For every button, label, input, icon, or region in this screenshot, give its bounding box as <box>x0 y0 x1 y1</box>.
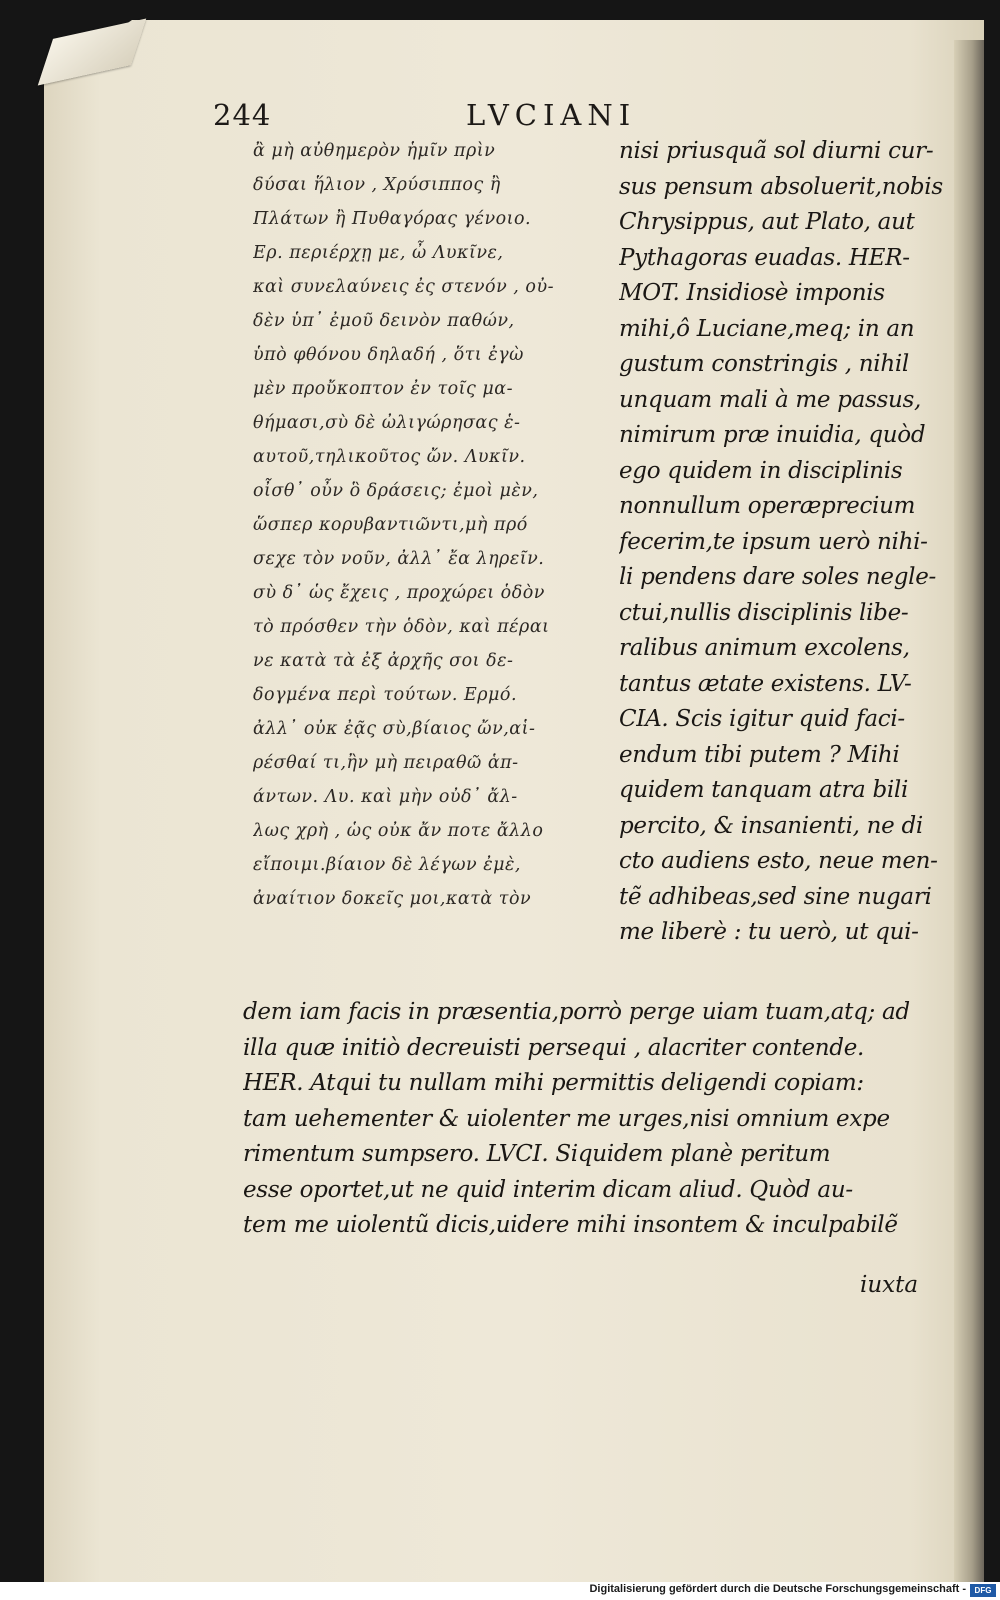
latin-full-line: illa quæ initiò decreuisti persequi , alacriter contende. <box>243 1034 865 1061</box>
latin-text-line: me liberè : tu uerò, ut qui- <box>619 919 919 945</box>
greek-text-line: ρέσθαί τι,ἢν μὴ πειραθῶ ἁπ- <box>253 753 519 773</box>
latin-text-line: CIA. Scis igitur quid faci- <box>619 706 905 732</box>
greek-text-line: Ερ. περιέρχῃ με, ὦ Λυκῖνε, <box>253 243 504 263</box>
greek-text-column <box>253 134 601 916</box>
latin-full-line: rimentum sumpsero. LVCI. Siquidem planè peritum <box>243 1141 831 1167</box>
greek-text-line: νε κατὰ τὰ ἐξ ἀρχῆς σοι δε- <box>253 651 514 671</box>
latin-text-line: endum tibi putem ? Mihi <box>619 741 900 768</box>
page-edge-shadow <box>954 40 984 1582</box>
greek-text-line: ὥσπερ κορυβαντιῶντι,μὴ πρό <box>253 515 528 535</box>
latin-text-line: nisi priusquã sol diurni cur- <box>619 138 934 164</box>
greek-text-line: καὶ συνελαύνεις ἐς στενόν , οὐ- <box>253 277 554 297</box>
latin-full-line: tem me uiolentũ dicis,uidere mihi insontem & inculpabilẽ <box>243 1212 898 1238</box>
greek-text-line: λως χρὴ , ὡς οὐκ ἄν ποτε ἄλλο <box>253 821 544 841</box>
latin-text-line: ego quidem in disciplinis <box>619 457 903 484</box>
greek-text-line: ἀλλ᾽ οὐκ ἐᾷς σὺ,βίαιος ὤν,αἱ- <box>253 719 536 739</box>
digitization-footer <box>0 1582 1000 1600</box>
latin-text-line: sus pensum absoluerit,nobis <box>619 173 943 200</box>
dfg-credit-text: Digitalisierung gefördert durch die Deutsche Forschungsgemeinschaft - <box>589 1583 966 1595</box>
latin-text-line: nimirum præ inuidia, quòd <box>619 422 926 448</box>
greek-text-line: τὸ πρόσθεν τὴν ὁδὸν, καὶ πέραι <box>253 617 550 637</box>
latin-text-line: cto audiens esto, neue men- <box>619 848 938 874</box>
page-number: 244 <box>213 98 272 132</box>
greek-text-line: ἂ μὴ αὐθημερὸν ἡμῖν πρὶν <box>253 141 496 161</box>
latin-text-line: tantus ætate existens. LV- <box>619 670 912 697</box>
latin-text-line: quidem tanquam atra bili <box>619 777 909 803</box>
greek-text-line: οἶσθ᾽ οὖν ὃ δράσεις; ἐμοὶ μὲν, <box>253 481 539 501</box>
latin-text-line: MOT. Insidiosè imponis <box>619 280 885 306</box>
greek-text-line: εἴποιμι.βίαιον δὲ λέγων ἐμὲ, <box>253 855 521 875</box>
greek-text-line: δύσαι ἥλιον , Χρύσιππος ἢ <box>253 175 501 195</box>
latin-text-line: tẽ adhibeas,sed sine nugari <box>619 883 932 910</box>
greek-text-line: Πλάτων ἢ Πυθαγόρας γένοιο. <box>253 209 532 229</box>
greek-text-line: θήμασι,σὺ δὲ ὠλιγώρησας ἑ- <box>253 413 521 433</box>
latin-text-line: unquam mali à me passus, <box>619 386 922 413</box>
latin-text-line: percito, & insanienti, ne di <box>619 812 923 839</box>
latin-text-full-width <box>243 995 955 1244</box>
greek-text-line: αυτοῦ,τηλικοῦτος ὤν. Λυκῖν. <box>253 447 526 467</box>
greek-text-line: μὲν προὔκοπτον ἐν τοῖς μα- <box>253 379 513 399</box>
greek-text-line: άντων. Λυ. καὶ μὴν οὐδ᾽ ἄλ- <box>253 787 518 807</box>
latin-full-line: tam uehementer & uiolenter me urges,nisi omnium expe <box>243 1105 890 1132</box>
latin-text-line: Pythagoras euadas. HER- <box>619 244 910 271</box>
latin-full-line: HER. Atqui tu nullam mihi permittis deligendi copiam: <box>243 1070 864 1096</box>
latin-text-line: fecerim,te ipsum uerò nihi- <box>619 528 928 555</box>
dfg-logo: DFG <box>970 1584 996 1597</box>
greek-text-line: δὲν ὑπ᾽ ἐμοῦ δεινὸν παθών, <box>253 311 515 331</box>
latin-text-line: li pendens dare soles negle- <box>619 564 937 590</box>
latin-text-line: nonnullum operæprecium <box>619 493 916 519</box>
greek-text-line: ὑπὸ φθόνου δηλαδή , ὅτι ἐγὼ <box>253 345 524 365</box>
latin-text-line: Chrysippus, aut Plato, aut <box>619 209 915 235</box>
latin-full-line: dem iam facis in præsentia,porrò perge uiam tuam,atq; ad <box>243 999 910 1025</box>
latin-text-line: ctui,nullis disciplinis libe- <box>619 599 909 626</box>
latin-text-line: gustum constringis , nihil <box>619 351 909 377</box>
greek-text-line: δογμένα περὶ τούτων. Ερμό. <box>253 685 518 705</box>
greek-text-line: ἀναίτιον δοκεῖς μοι,κατὰ τὸν <box>253 889 532 909</box>
running-head: LVCIANI <box>466 98 637 132</box>
page-header <box>213 98 773 138</box>
latin-text-line: mihi,ô Luciane,meq; in an <box>619 315 915 342</box>
greek-text-line: σὺ δ᾽ ὡς ἔχεις , προχώρει ὁδὸν <box>253 583 545 603</box>
catchword: iuxta <box>860 1272 919 1298</box>
latin-text-line: ralibus animum excolens, <box>619 635 910 661</box>
latin-text-column <box>619 134 955 951</box>
greek-text-line: σεχε τὸν νοῦν, ἀλλ᾽ ἔα ληρεῖν. <box>253 549 545 569</box>
latin-full-line: esse oportet,ut ne quid interim dicam aliud. Quòd au- <box>243 1176 853 1203</box>
